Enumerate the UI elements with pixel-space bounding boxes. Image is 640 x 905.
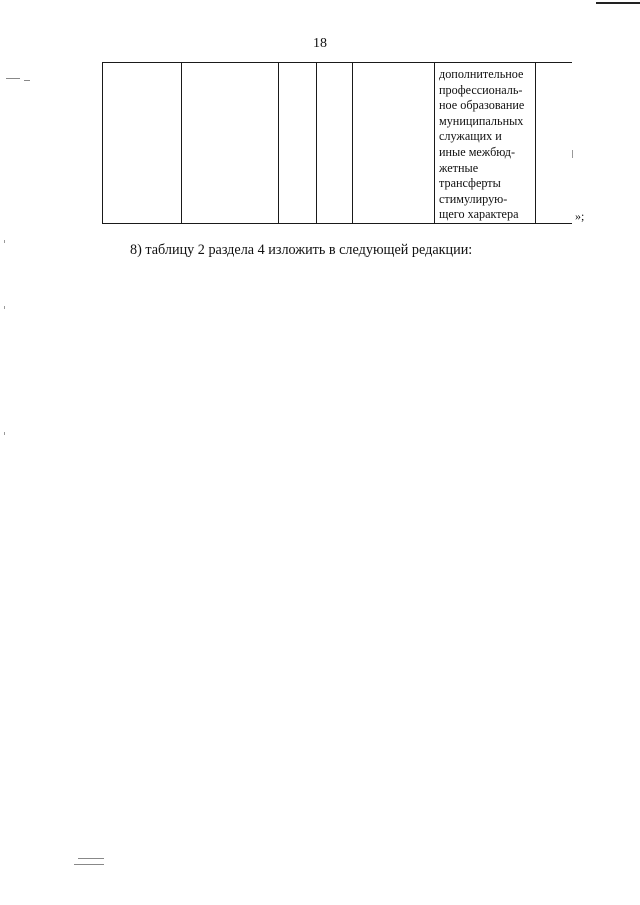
closing-quote: »;: [575, 209, 585, 223]
scan-artifact: [4, 306, 5, 309]
scan-edge-mark: [596, 2, 640, 4]
table-cell-purpose: дополнительное профессиональ- ное образование муниципальных служащих и иные межбюд- жетные трансферты стимулирую- щего характера: [435, 63, 536, 224]
table-cell: [353, 63, 435, 224]
scan-artifact: [4, 240, 5, 243]
scan-artifact: [24, 80, 30, 81]
table-cell: [103, 63, 182, 224]
scan-artifact: [78, 858, 104, 859]
table-cell: [317, 63, 353, 224]
scan-artifact: [6, 78, 20, 79]
scan-artifact: [572, 150, 573, 158]
scan-artifact: [4, 432, 5, 435]
page-number: 18: [313, 36, 327, 51]
table-cell: [182, 63, 279, 224]
table-row: [103, 63, 572, 224]
continuation-table: [102, 62, 572, 224]
scan-artifact: [74, 864, 104, 865]
table-cell: [279, 63, 317, 224]
table-cell: [536, 63, 572, 224]
instruction-paragraph: 8) таблицу 2 раздела 4 изложить в следующей редакции:: [130, 242, 473, 258]
